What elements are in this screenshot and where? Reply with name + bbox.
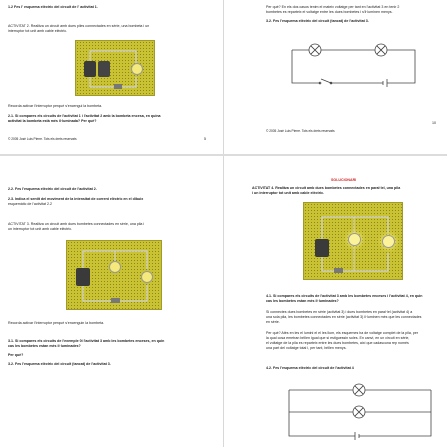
circuit-board-photo-activity-4 <box>303 202 403 280</box>
heading-2-3-line-1: 2.3. Indica el sentit del moviment de la intensitat de corrent elèctric en el dibuix <box>8 197 144 201</box>
battery-1 <box>84 61 96 77</box>
activity-4-line-1: ACTIVITAT 4. Realitza un circuit amb dues bombetes connectades en paral·lel, una pila <box>252 186 401 190</box>
switch-icon <box>111 298 120 303</box>
battery-icon <box>315 239 329 257</box>
document-page-solutions <box>224 156 447 447</box>
activity-3-line-1: ACTIVITAT 3. Realitza un circuit amb dues bombetes connectades en sèrie, una pila i <box>8 222 145 226</box>
lamp-icon <box>109 261 121 273</box>
heading-2-3-line-2: esquemàtic de l'activitat 2.2 <box>8 202 53 206</box>
question-2-1-line-2: activitat la bombeta està més il·luminada? Per què? <box>8 119 97 123</box>
answer-1-line-1: Si connectes dues bombetes en sèrie (activitat 3) i dues bombetes en paral·lel (activitat 4) a <box>266 310 413 314</box>
heading-4-2: 4.2. Fes l'esquema elèctric del circuit de l'activitat 4 <box>266 366 354 370</box>
question-3-1-line-1: 3.1. Si compares els circuits de l'exemple 0i l'activitat 3 amb les bombetes enceses, en quin <box>8 339 165 343</box>
lamp-icon <box>131 63 143 75</box>
answer-2-line-3: el voltatge de la pila es reparteix entre les dues bombetes, així que cadascuna rep només <box>266 341 409 345</box>
question-3-1-line-2: cas les bombetes estan més il·luminades? <box>8 344 81 348</box>
document-page-6 <box>0 156 223 447</box>
copyright-footer: © 2005 Josè Luis Pierre. Tots els drets reservats <box>266 129 335 133</box>
answer-line-2: bombetes es reparteix el voltatge entre les dues bombetes i s'il·luminen menys. <box>266 10 393 14</box>
answer-2-line-4: una part del voltatge total i, per tant, brillen menys. <box>266 346 347 350</box>
answer-2-line-2: la qual cosa emetran brillen igual que si estiguessin soles. En canvi, en un circuit en sèrie, <box>266 336 410 340</box>
reminder-text: Recorda activar l'interruptor perquè s'encenguin la bombeta. <box>8 321 105 325</box>
heading-3-2: 3.2. Fes l'esquema elèctric del circuit (tancat) de l'activitat 3. <box>8 362 111 366</box>
reminder-text: Recorda activar l'interruptor perquè s'encengui la bombeta. <box>8 104 103 108</box>
parallel-circuit-schematic <box>279 376 439 442</box>
document-page-10 <box>224 0 447 154</box>
why-prompt: Per què? <box>8 353 24 357</box>
heading-1-2: 1.2 Fes l' esquema elèctric del circuit de l' activitat 1. <box>8 5 98 9</box>
page-number: 5 <box>204 137 206 141</box>
lamp-icon <box>382 235 395 248</box>
solutions-badge: SOLUCIONARI <box>331 178 357 182</box>
activity-2-line-2: interruptor tot unit amb cable elèctric. <box>8 29 68 33</box>
switch-icon <box>114 84 122 89</box>
answer-1-line-3: en sèrie. <box>266 320 280 324</box>
answer-line-1: Per què? En els dos casos tenim el mateix voltatge per tant en l'activitat 3 en tenir 2 <box>266 5 400 9</box>
document-page-5 <box>0 0 223 154</box>
circuit-board-photo-activity-3 <box>66 240 162 310</box>
activity-2-line-1: ACTIVITAT 2. Realitza un circuit amb dues piles connectades en sèrie, una bombeta i un <box>8 24 150 28</box>
answer-1-line-2: una sola pila, les bombetes connectades en sèrie (activitat 3) il·luminen més que les connectades <box>266 315 422 319</box>
heading-2-2: 2.2. Fes l'esquema elèctric del circuit de l'activitat 2. <box>8 187 97 191</box>
series-circuit-schematic <box>289 35 419 93</box>
battery-2 <box>98 61 110 77</box>
page-number: 10 <box>432 121 436 125</box>
copyright-footer: © 2005 Josè Luis Pierre. Tots els drets reservats <box>8 137 77 141</box>
question-4-1-line-2: cas les bombetes estan més il·luminades? <box>266 299 339 303</box>
heading-3-2: 3.2. Fes l'esquema elèctric del circuit (tancat) de l'activitat 3. <box>266 19 369 23</box>
battery-icon <box>76 268 90 286</box>
switch-icon <box>334 268 343 273</box>
lamp-icon <box>141 271 153 283</box>
activity-3-line-2: un interruptor tot unit amb cable elèctric. <box>8 227 73 231</box>
lamp-icon <box>348 233 361 246</box>
answer-2-line-1: Per què? Atès en les el lumini el el les llum, els esquemes ha de voltatge complet de la pila, per <box>266 331 419 335</box>
question-2-1-line-1: 2.1. Si compares els circuits de l'activitat 1 i l'activitat 2 amb la bombeta encesa, en quina <box>8 114 161 118</box>
activity-4-line-2: i un interruptor tot unit amb cable elèctric. <box>252 191 325 195</box>
circuit-board-photo-activity-2 <box>75 40 155 96</box>
question-4-1-line-1: 4.1. Si compares els circuits de l'activitat 3 amb les bombetes enceses i l'activitat 4, en quin <box>266 294 423 298</box>
